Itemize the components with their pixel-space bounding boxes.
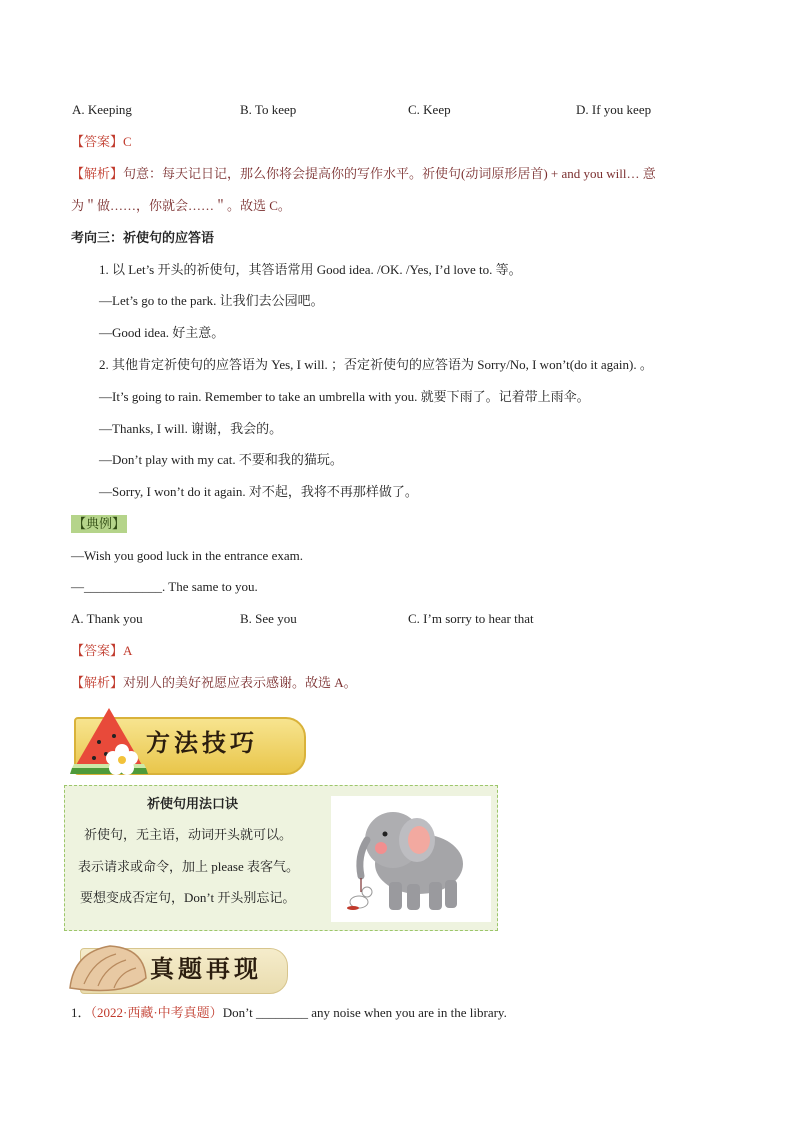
tips-title: 祈使句用法口诀 xyxy=(147,796,239,811)
question-source: （2022·西藏·中考真题） xyxy=(90,1005,223,1020)
example-option-c: C. I’m sorry to hear that xyxy=(408,611,534,626)
elephant-illustration xyxy=(331,796,491,922)
example-question-1: —Wish you good luck in the entrance exam. xyxy=(71,548,303,563)
section-line: —Let’s go to the park. 让我们去公园吧。 xyxy=(99,293,324,308)
real-banner-title: 真题再现 xyxy=(150,954,262,983)
answer-label: 【答案】 xyxy=(71,643,124,658)
question-number: 1． xyxy=(71,1005,91,1020)
section-line: —Good idea. 好主意。 xyxy=(99,325,225,340)
example-question-2: —____________. The same to you. xyxy=(71,579,258,594)
option-c: C. Keep xyxy=(408,102,451,117)
analysis-line-1 xyxy=(71,165,656,183)
section-line: —Thanks, I will. 谢谢，我会的。 xyxy=(99,421,283,436)
tips-line: 要想变成否定句，Don’t 开头别忘记。 xyxy=(80,890,296,905)
answer-line xyxy=(71,133,132,151)
real-question-1 xyxy=(71,1004,507,1022)
example-option-b: B. See you xyxy=(240,611,297,626)
answer-label: 【答案】 xyxy=(71,134,124,149)
example-tag: 【典例】 xyxy=(72,516,125,531)
option-a: A. Keeping xyxy=(72,102,132,117)
question-text: Don’t ________ any noise when you are in the library. xyxy=(222,1005,507,1020)
answer-value: A xyxy=(123,643,133,658)
example-option-a: A. Thank you xyxy=(71,611,143,626)
section-heading: 考向三：祈使句的应答语 xyxy=(71,230,215,245)
watermelon-icon xyxy=(64,702,154,780)
tips-line: 表示请求或命令，加上 please 表客气。 xyxy=(78,859,299,874)
section-line: —Don’t play with my cat. 不要和我的猫玩。 xyxy=(99,452,343,467)
analysis-label: 【解析】 xyxy=(71,675,124,690)
option-b: B. To keep xyxy=(240,102,297,117)
section-line: —Sorry, I won’t do it again. 对不起，我将不再那样做了。 xyxy=(99,484,418,499)
shell-icon xyxy=(64,938,150,998)
analysis-label: 【解析】 xyxy=(71,166,124,181)
example-answer xyxy=(71,642,132,660)
option-d: D. If you keep xyxy=(576,102,652,117)
section-line: 1. 以 Let’s 开头的祈使句，其答语常用 Good idea. /OK. /Yes, I’d love to. 等。 xyxy=(99,262,522,277)
section-line: —It’s going to rain. Remember to take an umbrella with you. 就要下雨了。记着带上雨伞。 xyxy=(99,389,590,404)
analysis-text-1: 句意：每天记日记，那么你将会提高你的写作水平。祈使句(动词原形居首) + and you will… 意 xyxy=(123,166,656,181)
analysis-line-2: 为＂做……，你就会……＂。故选 C。 xyxy=(71,198,291,213)
section-line: 2. 其他肯定祈使句的应答语为 Yes, I will. ；否定祈使句的应答语为 Sorry/No, I won’t(do it again). 。 xyxy=(99,357,653,372)
analysis-text: 对别人的美好祝愿应表示感谢。故选 A。 xyxy=(123,675,357,690)
tips-banner-title: 方法技巧 xyxy=(146,728,258,757)
example-analysis xyxy=(71,674,357,692)
tips-line: 祈使句，无主语，动词开头就可以。 xyxy=(84,827,293,842)
answer-value: C xyxy=(123,134,132,149)
